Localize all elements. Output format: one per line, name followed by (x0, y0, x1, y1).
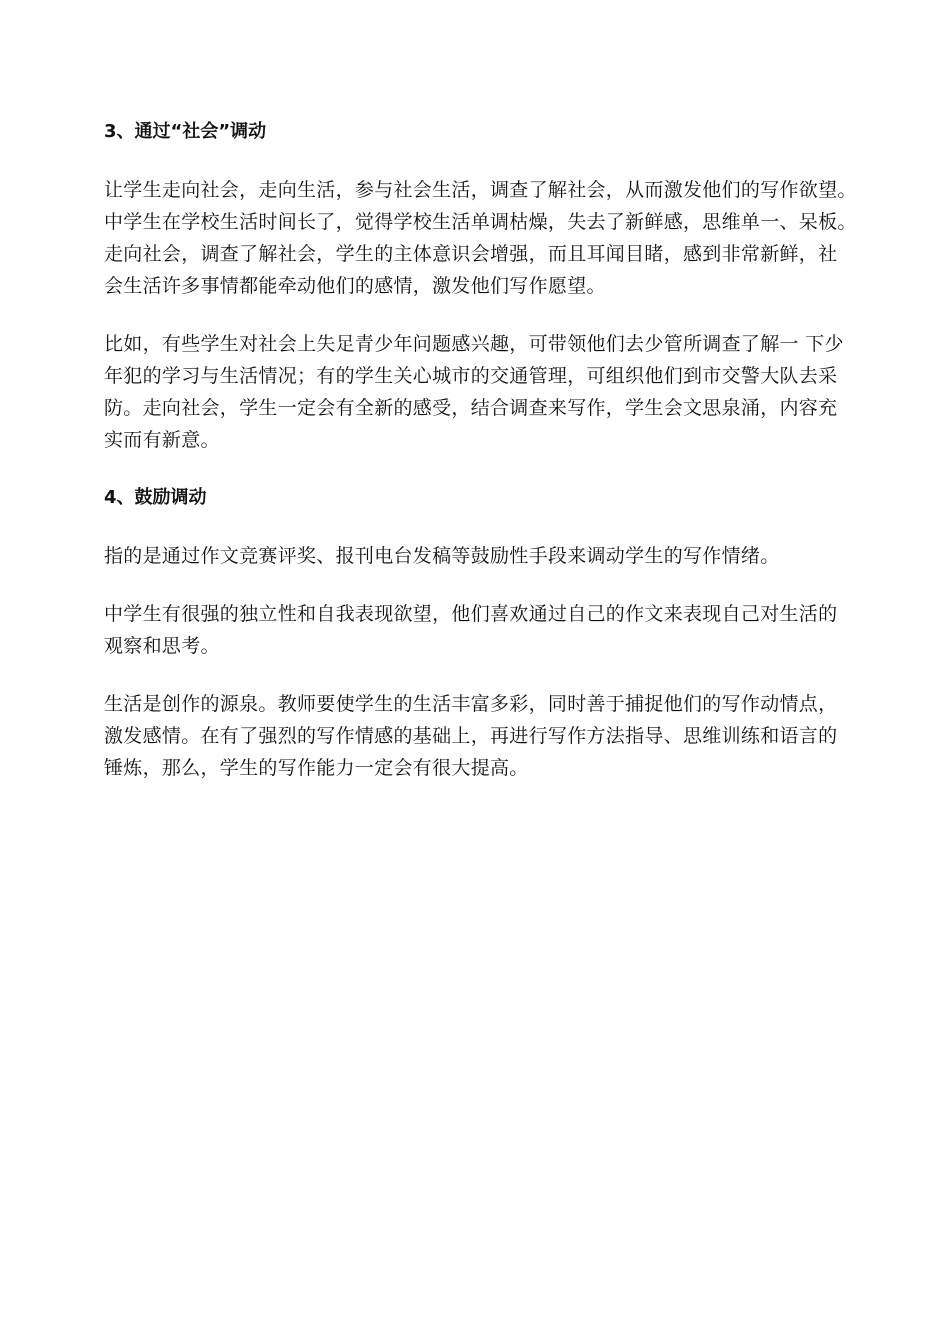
text-line: 指的是通过作文竞赛评奖、报刊电台发稿等鼓励性手段来调动学生的写作情绪。 (104, 545, 780, 567)
paragraph-encourage-3 (104, 688, 848, 784)
text-line: 年犯的学习与生活情况；有的学生关心城市的交通管理，可组织他们到市交警大队去采 (104, 365, 838, 387)
text-line: 中学生在学校生活时间长了，觉得学校生活单调枯燥，失去了新鲜感，思维单一、呆板。 (104, 211, 857, 233)
text-line: 比如，有些学生对社会上失足青少年问题感兴趣，可带领他们去少管所调查了解一 下少 (104, 333, 844, 355)
text-line: 观察和思考。 (104, 635, 220, 657)
paragraph-social-2 (104, 328, 848, 456)
document-body (104, 116, 857, 810)
text-line: 走向社会，调查了解社会，学生的主体意识会增强，而且耳闻目睹，感到非常新鲜，社 (104, 243, 838, 265)
text-line: 让学生走向社会，走向生活，参与社会生活，调查了解社会，从而激发他们的写作欲望。 (104, 179, 857, 201)
paragraph-encourage-1 (104, 540, 848, 572)
text-line: 激发感情。在有了强烈的写作情感的基础上，再进行写作方法指导、思维训练和语言的 (104, 725, 838, 747)
text-line: 生活是创作的源泉。教师要使学生的生活丰富多彩，同时善于捕捉他们的写作动情点， (104, 693, 838, 715)
text-line: 中学生有很强的独立性和自我表现欲望，他们喜欢通过自己的作文来表现自己对生活的 (104, 603, 838, 625)
paragraph-social-1 (104, 174, 857, 302)
paragraph-encourage-2 (104, 598, 848, 662)
text-line: 实而有新意。 (104, 429, 220, 451)
section-heading-3: 3、通过“社会”调动 (104, 121, 267, 142)
text-line: 锤炼，那么，学生的写作能力一定会有很大提高。 (104, 757, 529, 779)
text-line: 防。走向社会，学生一定会有全新的感受，结合调查来写作，学生会文思泉涌，内容充 (104, 397, 838, 419)
text-line: 会生活许多事情都能牵动他们的感情，激发他们写作愿望。 (104, 275, 606, 297)
section-heading-4: 4、鼓励调动 (104, 487, 207, 508)
